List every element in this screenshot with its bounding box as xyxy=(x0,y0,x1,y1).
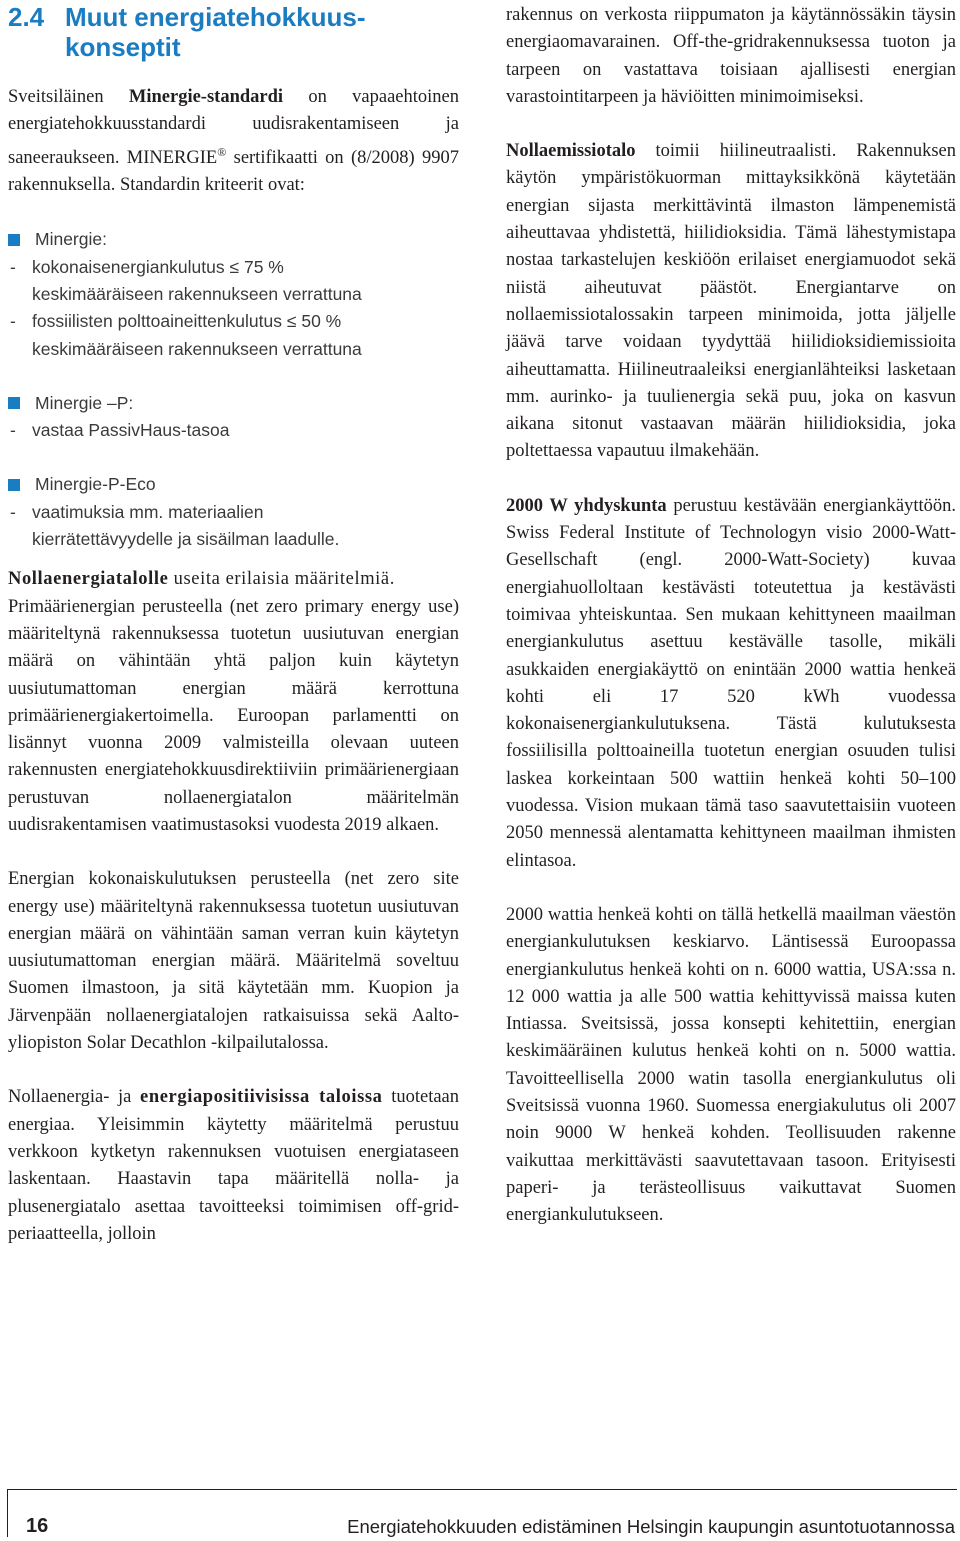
zero-emission-paragraph: Nollaemissiotalo toimii hiilineutraalisti. Rakennuksen käytön ympäristökuorman mittayksikkönä käytetään energian sijasta merkittävintä ilmaston lämpenemistä aiheuttavaa yhdistettä, hiilidioksidia. Tämä lähestymistapa nostaa tarkastelujen keskiöön erilaiset energiamuodot sekä niistä aiheutuvat päästöt. Energiantarve on nollaemissiotalossakin tarpeen minimoida, jotta jäljelle jäävä tarve voidaan tyydyttää hiilidioksidiemissioita aiheuttamatta. Hiilineutraaleiksi energianlähteiksi lasketaan mm. aurinko- ja tuulienergia sekä puu, joka on kasvun aikana sitonut vastaavan määrän hiilidioksidia, joka poltettaessa vapautuu ilmakehään. xyxy=(506,141,956,462)
average-consumption-paragraph: 2000 wattia henkeä kohti on tällä hetkellä maailman väestön energiankulutuksen keskiarvo. Läntisessä Euroopassa energiankulutus henkeä kohti on n. 6000 wattia, USA:ssa n. 12 000 wattia ja alle 500 wattia kehittyvissä maissa kuten Intiassa. Sveitsissä, jossa konsepti kehitettiin, energian keskimääräinen kulutus henkeä kohti on n. 5000 wattia. Tavoitteellisella 2000 watin tasolla energiankulutus oli Sveitsissä vuonna 1960. Suomessa energiakulutus oli 2007 noin 9000 W henkeä kohden. Teollisuuden rakenne vaikuttaa merkittävästi saavutettavaan tasoon. Erityisesti paperi- ja terästeollisuus vaikuttavat Suomen energiankulutukseen. xyxy=(506,904,956,1226)
publication-title: Energiatehokkuuden edistäminen Helsingin kaupungin asuntotuotannossa xyxy=(347,1516,955,1537)
energy-positive-term: energiapositiivisissa taloissa xyxy=(140,1087,383,1108)
registered-mark: ® xyxy=(217,144,227,159)
zero-energy-term: Nollaenergiatalolle xyxy=(8,569,169,590)
primary-energy-paragraph: Primäärienergian perusteella (net zero primary energy use) määriteltynä rakennuksessa tuotetun uusiutuvan energian määrä on vähintään yhtä paljon kuin käytetyn uusiutumattoman energian määrä kerrottuna primäärienergiakertoimella. Euroopan parlamentti on lisännyt vuonna 2009 valmisteilla olevaan uuteen rakennusten energiatehokkuusdirektiiviin primäärienergiaan perustuvan nollaenergiatalon määritelmän uudisrakentamisen vaatimustasoksi vuodesta 2019 alkaen. xyxy=(8,596,459,835)
section-title-line1: Muut energiatehokkuus- xyxy=(65,2,366,32)
list-item xyxy=(8,226,459,362)
list-subitem: - kokonaisenergiankulutus ≤ 75 % keskimääräiseen rakennukseen verrattuna xyxy=(10,256,362,304)
minergie-intro xyxy=(8,84,459,199)
plus-energy-paragraph: Nollaenergia- ja energiapositiivisissa taloissa tuotetaan energiaa. Yleisimmin käytetty määritelmä perustuu verkkoon kytketyn rakennuksen vuotuisen energiataseen laskentaan. Haastavin tapa määritellä nolla- ja plusenergiatalo asettaa tavoitteeksi toimimisen off-grid-periaatteella, jolloin xyxy=(8,1087,460,1244)
zero-emission-term: Nollaemissiotalo xyxy=(506,141,636,162)
left-column xyxy=(8,0,459,1248)
site-energy-paragraph: Energian kokonaiskulutuksen perusteella (net zero site energy use) määriteltynä rakennuksessa tuotetun uusiutuvan energian määrä on vähintään saman verran kuin käytetyn uusiutumattoman energian määrä. Määritelmä soveltuu Suomen ilmastoon, ja sitä käytetään mm. Kuopion ja Järvenpään nollaenergiatalojen ratkaisuissa sekä Aalto-yliopiston Solar Decathlon -kilpailutalossa. xyxy=(8,869,459,1054)
intro-text-d: sertifikaatti on (8/2008) 9907 rakennuksella. Standardin kriteerit ovat: xyxy=(8,147,459,196)
list-item-head: Minergie: xyxy=(35,229,107,250)
footer-corner-line xyxy=(7,1489,8,1537)
right-column xyxy=(506,2,956,1229)
criteria-list xyxy=(8,226,459,553)
bullet-square-icon xyxy=(8,397,20,409)
list-subitem: - fossiilisten polttoaineittenkulutus ≤ 50 % keskimääräiseen rakennukseen verrattuna xyxy=(10,311,362,359)
zero-energy-heading-paragraph: Nollaenergiatalolle useita erilaisia määritelmiä. xyxy=(8,569,395,590)
section-number: 2.4 xyxy=(8,2,45,32)
list-item xyxy=(8,471,459,553)
bullet-square-icon xyxy=(8,234,20,246)
intro-text-c: on vapaaehtoinen energiatehokkuusstandardi uudisrakentamiseen ja saneeraukseen. MINERGIE xyxy=(8,87,459,168)
page-number: 16 xyxy=(26,1515,49,1537)
list-subitem: - vastaa PassivHaus-tasoa xyxy=(10,420,230,441)
section-title-line2: konseptit xyxy=(65,32,181,62)
section-heading xyxy=(8,0,459,62)
list-item-head: Minergie-P-Eco xyxy=(35,474,156,495)
watt-society-term: 2000 W yhdyskunta xyxy=(506,495,667,516)
bullet-square-icon xyxy=(8,479,20,491)
intro-text-a: Sveitsiläinen xyxy=(8,87,129,107)
list-item-head: Minergie –P: xyxy=(35,392,134,413)
list-item xyxy=(8,390,459,445)
list-subitem: - vaatimuksia mm. materiaalien kierrätettävyydelle ja sisäilman laadulle. xyxy=(10,501,340,550)
minergie-standard-term: Minergie-standardi xyxy=(128,87,284,107)
footer-divider xyxy=(7,1489,957,1490)
watt-society-paragraph: 2000 W yhdyskunta perustuu kestävään energiankäyttöön. Swiss Federal Institute of Technologyn visio 2000-Watt-Gesellschaft (engl. 2000-Watt-Society) kuvaa energiahuolloltaan kestävästi toteutettua ja kestävästi toimivaa yhteiskuntaa. Sen mukaan kehittyneen maailman energiankulutus asettuu kestävälle tasolle, mikäli asukkaiden energiakäyttö on enintään 2000 wattia henkeä kohti eli 17 520 kWh vuodessa kokonaisenergiankulutuksena. Tästä kulutuksesta fossiilisilla polttoaineilla tuotetun energian osuuden tulisi laskea korkeintaan 500 wattiin henkeä kohti 50–100 vuodessa. Vision mukaan tämä taso saavutettaisiin vuoteen 2050 mennessä alentamatta kehittyneen maailman ihmisten elintasoa. xyxy=(506,495,956,871)
off-grid-paragraph: rakennus on verkosta riippumaton ja käytännössäkin täysin energiaomavarainen. Off-the-gridrakennuksessa tuoton ja tarpeen on vastattava toisiaan ajallisesti energian varastointitarpeen ja häviöitten minimoimiseksi. xyxy=(506,5,956,107)
